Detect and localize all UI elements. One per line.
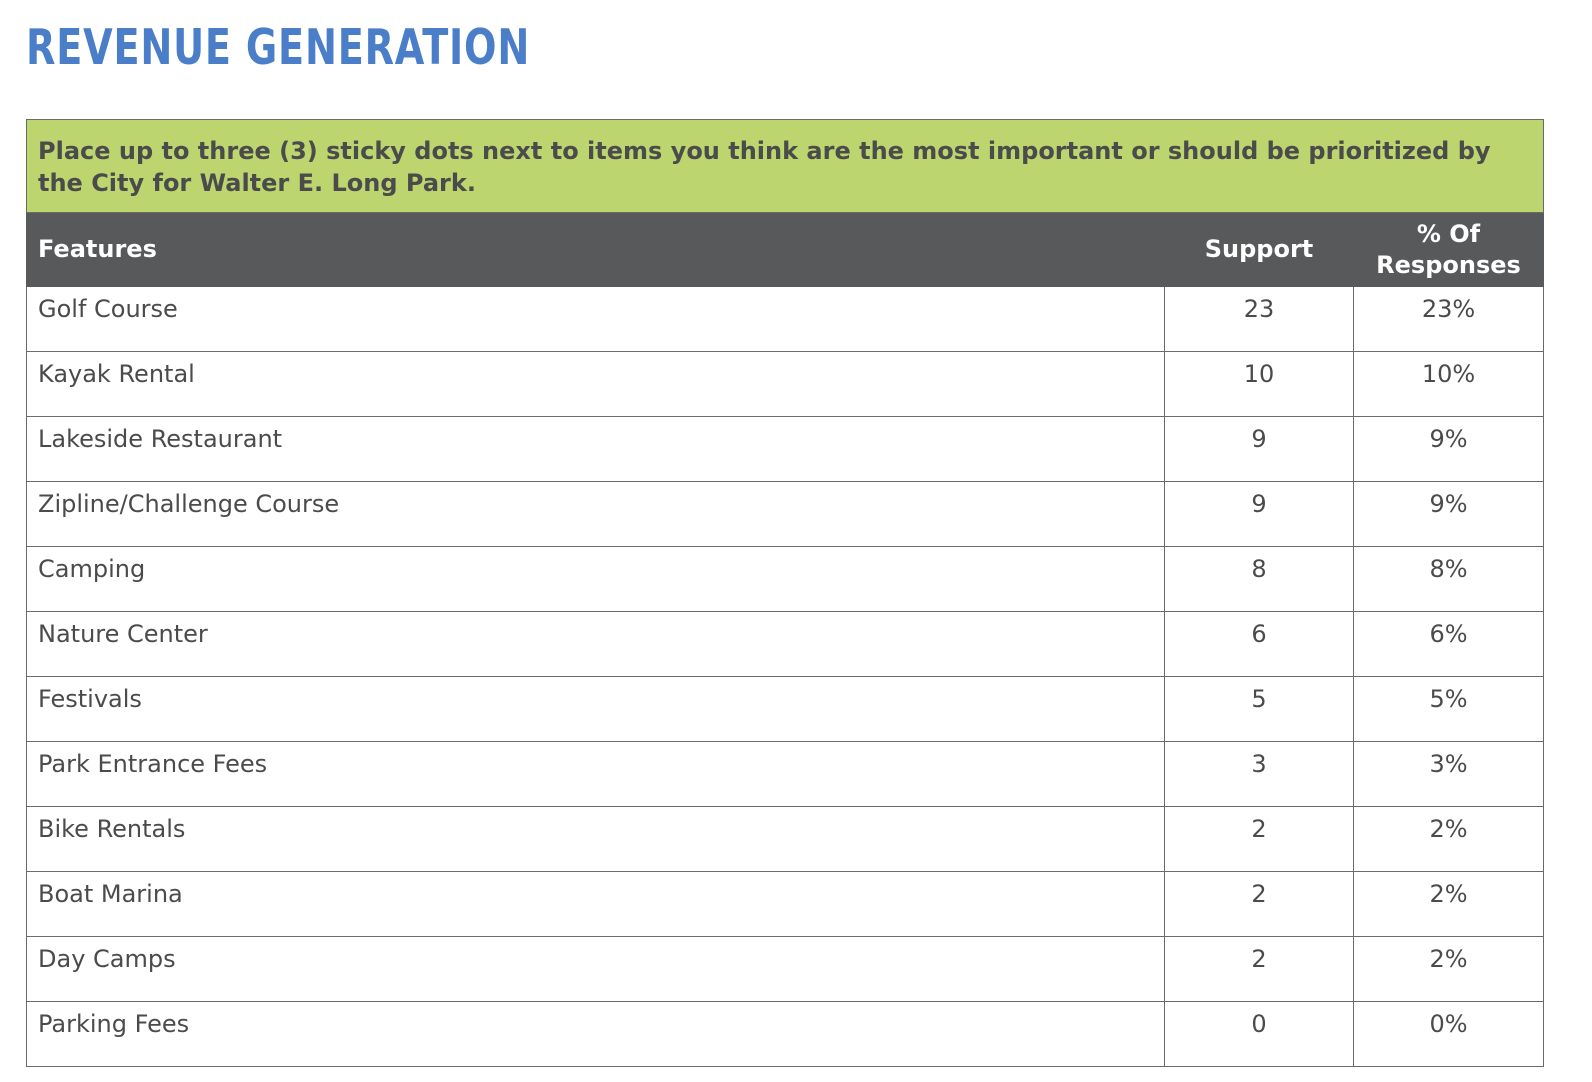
feature-cell: Camping [27,547,1165,612]
percent-cell: 0% [1354,1002,1544,1067]
feature-cell: Boat Marina [27,872,1165,937]
support-cell: 5 [1165,677,1354,742]
support-cell: 2 [1165,872,1354,937]
percent-cell: 2% [1354,807,1544,872]
percent-cell: 8% [1354,547,1544,612]
table-row [27,482,1544,547]
percent-cell: 9% [1354,482,1544,547]
percent-cell: 3% [1354,742,1544,807]
support-cell: 9 [1165,482,1354,547]
table-row [27,937,1544,1002]
feature-cell: Festivals [27,677,1165,742]
instruction-text: Place up to three (3) sticky dots next to items you think are the most important or should be prioritized by the City for Walter E. Long Park. [27,120,1544,213]
support-cell: 10 [1165,352,1354,417]
support-cell: 8 [1165,547,1354,612]
support-cell: 6 [1165,612,1354,677]
features-column-header: Features [27,213,1165,287]
percent-header-line1: % Of [1416,219,1481,248]
support-cell: 9 [1165,417,1354,482]
table-row [27,417,1544,482]
table-row [27,547,1544,612]
percent-cell: 9% [1354,417,1544,482]
feature-cell: Lakeside Restaurant [27,417,1165,482]
percent-column-header [1354,213,1544,287]
support-cell: 3 [1165,742,1354,807]
percent-cell: 10% [1354,352,1544,417]
header-row [27,213,1544,287]
table-row [27,287,1544,352]
support-cell: 23 [1165,287,1354,352]
support-cell: 0 [1165,1002,1354,1067]
feature-cell: Day Camps [27,937,1165,1002]
table-row [27,352,1544,417]
percent-cell: 2% [1354,937,1544,1002]
table-row [27,612,1544,677]
feature-cell: Nature Center [27,612,1165,677]
feature-cell: Parking Fees [27,1002,1165,1067]
percent-cell: 6% [1354,612,1544,677]
percent-cell: 23% [1354,287,1544,352]
instruction-row [27,120,1544,213]
revenue-survey-table [26,119,1544,1067]
table-row [27,677,1544,742]
table-row [27,1002,1544,1067]
percent-cell: 2% [1354,872,1544,937]
percent-header-line2: Responses [1376,250,1521,279]
percent-cell: 5% [1354,677,1544,742]
feature-cell: Golf Course [27,287,1165,352]
support-column-header: Support [1165,213,1354,287]
table-row [27,872,1544,937]
table-row [27,807,1544,872]
feature-cell: Kayak Rental [27,352,1165,417]
support-cell: 2 [1165,807,1354,872]
feature-cell: Bike Rentals [27,807,1165,872]
feature-cell: Zipline/Challenge Course [27,482,1165,547]
table-row [27,742,1544,807]
support-cell: 2 [1165,937,1354,1002]
page-title: REVENUE GENERATION [26,19,531,76]
feature-cell: Park Entrance Fees [27,742,1165,807]
